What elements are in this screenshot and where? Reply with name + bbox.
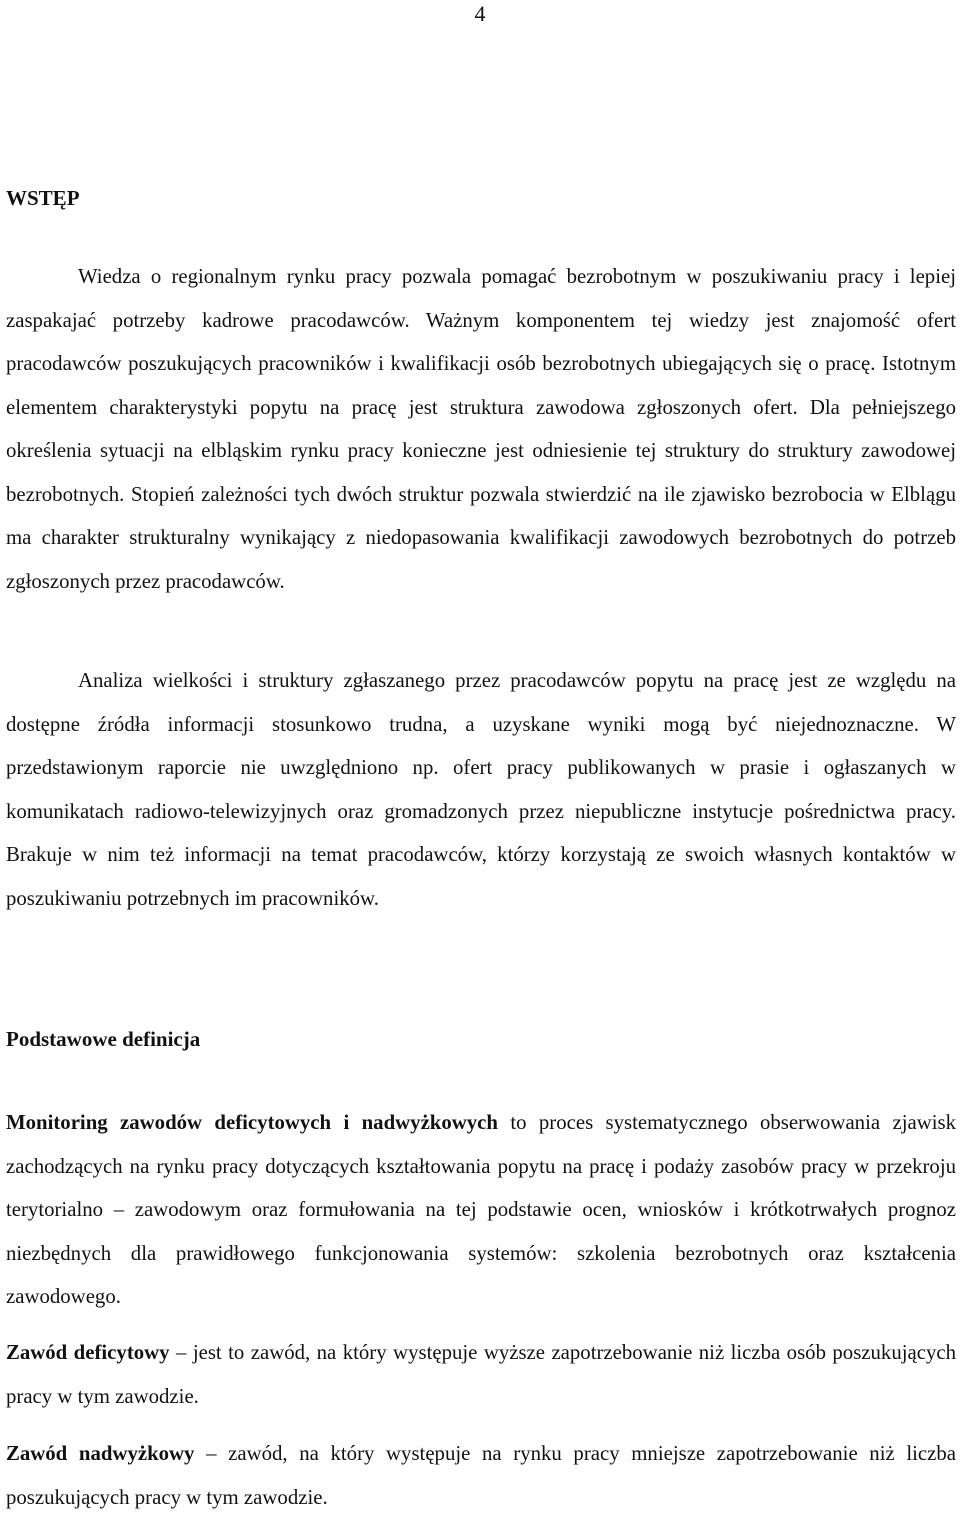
definition-text: – jest to zawód, na który występuje wyższe zapotrzebowanie niż liczba osób poszukujących pracy w tym zawodzie. [6,1341,956,1408]
definition-term: Zawód deficytowy [6,1341,170,1364]
intro-paragraph-1-text: Wiedza o regionalnym rynku pracy pozwala pomagać bezrobotnym w poszukiwaniu pracy i lepiej zaspakajać potrzeby kadrowe pracodawców. Ważnym komponentem tej wiedzy jest znajomość ofert pracodawców poszukujących pracowników i kwalifikacji osób bezrobotnych ubiegających się o pracę. Istotnym elementem charakterystyki popytu na pracę jest struktura zawodowa zgłoszonych ofert. Dla pełniejszego określenia sytuacji na elbląskim rynku pracy konieczne jest odniesienie tej struktury do struktury zawodowej bezrobotnych. Stopień zależności tych dwóch struktur pozwala stwierdzić na ile zjawisko bezrobocia w Elblągu ma charakter strukturalny wynikający z niedopasowania kwalifikacji zawodowych bezrobotnych do potrzeb zgłoszonych przez pracodawców. [6,265,956,593]
definition-deficit-occupation [6,1331,956,1418]
definition-surplus-occupation [6,1432,956,1519]
definition-term: Zawód nadwyżkowy [6,1442,195,1465]
definitions-title: Podstawowe definicja [6,1027,201,1051]
definition-monitoring [6,1101,956,1319]
section-title: WSTĘP [6,186,80,210]
page-number: 4 [474,1,486,26]
definition-text: – zawód, na który występuje na rynku pracy mniejsze zapotrzebowanie niż liczba poszukujących pracy w tym zawodzie. [6,1442,956,1509]
definition-term: Monitoring zawodów deficytowych i nadwyżkowych [6,1111,498,1134]
definition-text: to proces systematycznego obserwowania zjawisk zachodzących na rynku pracy dotyczących kształtowania popytu na pracę i podaży zasobów pracy w przekroju terytorialno – zawodowym oraz formułowania na tej podstawie ocen, wniosków i krótkotrwałych prognoz niezbędnych dla prawidłowego funkcjonowania systemów: szkolenia bezrobotnych oraz kształcenia zawodowego. [6,1111,956,1308]
intro-paragraph-2 [6,659,956,920]
intro-paragraph-1 [6,255,956,603]
intro-paragraph-2-text: Analiza wielkości i struktury zgłaszanego przez pracodawców popytu na pracę jest ze względu na dostępne źródła informacji stosunkowo trudna, a uzyskane wyniki mogą być niejednoznaczne. W przedstawionym raporcie nie uwzględniono np. ofert pracy publikowanych w prasie i ogłaszanych w komunikatach radiowo-telewizyjnych oraz gromadzonych przez niepubliczne instytucje pośrednictwa pracy. Brakuje w nim też informacji na temat pracodawców, którzy korzystają ze swoich własnych kontaktów w poszukiwaniu potrzebnych im pracowników. [6,669,956,910]
